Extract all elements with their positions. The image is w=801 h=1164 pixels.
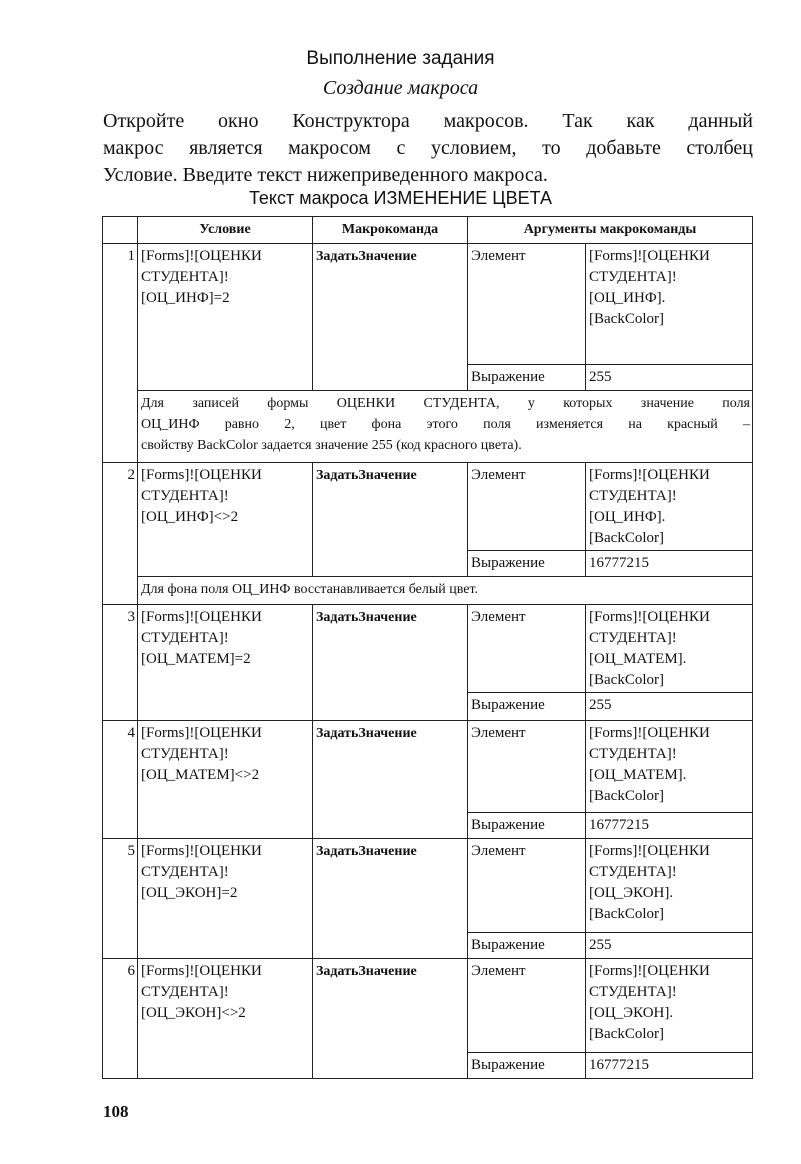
arg-element-value: [Forms]![ОЦЕНКИ СТУДЕНТА]! [ОЦ_ИНФ]. [BackColor] — [586, 463, 753, 551]
arg-expression-value: 16777215 — [586, 813, 753, 839]
arg-expression-label: Выражение — [468, 551, 586, 577]
note-line: ОЦ_ИНФ равно 2, цвет фона этого поля изменяется на красный – — [141, 417, 750, 432]
arg-element-label: Элемент — [468, 839, 586, 933]
action-cell: ЗадатьЗначение — [313, 959, 468, 1079]
intro-line: Откройте окно Конструктора макросов. Так как данный — [103, 110, 753, 132]
table-row — [103, 463, 753, 551]
table-header-row — [103, 217, 753, 244]
table-row-note — [103, 577, 753, 605]
row-number: 1 — [103, 244, 138, 463]
condition-cell: [Forms]![ОЦЕНКИ СТУДЕНТА]! [ОЦ_ИНФ]=2 — [138, 244, 313, 391]
page-title: Выполнение задания — [306, 48, 495, 69]
arg-expression-label: Выражение — [468, 1053, 586, 1079]
header-action: Макрокоманда — [313, 217, 468, 244]
row-number: 2 — [103, 463, 138, 605]
table-row — [103, 959, 753, 1053]
note-line: Для фона поля ОЦ_ИНФ восстанавливается белый цвет. — [141, 582, 479, 597]
arg-expression-value: 255 — [586, 933, 753, 959]
section-subtitle: Создание макроса — [322, 77, 479, 99]
intro-line: макрос является макросом с условием, то добавьте столбец — [103, 137, 753, 159]
table-row — [103, 721, 753, 813]
row-number: 3 — [103, 605, 138, 721]
row-number: 6 — [103, 959, 138, 1079]
action-cell: ЗадатьЗначение — [313, 244, 468, 391]
arg-expression-label: Выражение — [468, 813, 586, 839]
header-condition: Условие — [138, 217, 313, 244]
intro-line: Условие. Введите текст нижеприведенного макроса. — [103, 164, 548, 186]
table-row — [103, 605, 753, 693]
row-note — [138, 577, 753, 605]
arg-expression-label: Выражение — [468, 365, 586, 391]
note-line: Для записей формы ОЦЕНКИ СТУДЕНТА, у которых значение поля — [141, 396, 750, 411]
action-cell: ЗадатьЗначение — [313, 605, 468, 721]
arg-element-label: Элемент — [468, 721, 586, 813]
table-row — [103, 244, 753, 365]
condition-cell: [Forms]![ОЦЕНКИ СТУДЕНТА]! [ОЦ_МАТЕМ]<>2 — [138, 721, 313, 839]
action-cell: ЗадатьЗначение — [313, 839, 468, 959]
table-caption: Текст макроса ИЗМЕНЕНИЕ ЦВЕТА — [248, 188, 553, 208]
arg-element-value: [Forms]![ОЦЕНКИ СТУДЕНТА]! [ОЦ_ЭКОН]. [BackColor] — [586, 959, 753, 1053]
condition-cell: [Forms]![ОЦЕНКИ СТУДЕНТА]! [ОЦ_ЭКОН]=2 — [138, 839, 313, 959]
table-row — [103, 839, 753, 933]
row-number: 5 — [103, 839, 138, 959]
condition-cell: [Forms]![ОЦЕНКИ СТУДЕНТА]! [ОЦ_ИНФ]<>2 — [138, 463, 313, 577]
arg-element-label: Элемент — [468, 244, 586, 365]
intro-paragraph — [103, 108, 753, 189]
table-row-note — [103, 391, 753, 463]
row-number: 4 — [103, 721, 138, 839]
arg-expression-value: 16777215 — [586, 1053, 753, 1079]
arg-expression-label: Выражение — [468, 933, 586, 959]
arg-expression-label: Выражение — [468, 693, 586, 721]
arg-element-value: [Forms]![ОЦЕНКИ СТУДЕНТА]! [ОЦ_МАТЕМ]. [BackColor] — [586, 721, 753, 813]
arg-element-value: [Forms]![ОЦЕНКИ СТУДЕНТА]! [ОЦ_ЭКОН]. [BackColor] — [586, 839, 753, 933]
arg-expression-value: 255 — [586, 365, 753, 391]
macro-table — [102, 216, 753, 1079]
header-arguments: Аргументы макрокоманды — [468, 217, 753, 244]
arg-element-value: [Forms]![ОЦЕНКИ СТУДЕНТА]! [ОЦ_ИНФ]. [BackColor] — [586, 244, 753, 365]
row-note — [138, 391, 753, 463]
header-number — [103, 217, 138, 244]
arg-element-label: Элемент — [468, 959, 586, 1053]
arg-element-label: Элемент — [468, 463, 586, 551]
condition-cell: [Forms]![ОЦЕНКИ СТУДЕНТА]! [ОЦ_МАТЕМ]=2 — [138, 605, 313, 721]
arg-expression-value: 16777215 — [586, 551, 753, 577]
arg-element-value: [Forms]![ОЦЕНКИ СТУДЕНТА]! [ОЦ_МАТЕМ]. [BackColor] — [586, 605, 753, 693]
condition-cell: [Forms]![ОЦЕНКИ СТУДЕНТА]! [ОЦ_ЭКОН]<>2 — [138, 959, 313, 1079]
arg-expression-value: 255 — [586, 693, 753, 721]
page-number: 108 — [103, 1102, 129, 1121]
arg-element-label: Элемент — [468, 605, 586, 693]
note-line: свойству BackColor задается значение 255 (код красного цвета). — [141, 438, 522, 453]
action-cell: ЗадатьЗначение — [313, 721, 468, 839]
action-cell: ЗадатьЗначение — [313, 463, 468, 577]
